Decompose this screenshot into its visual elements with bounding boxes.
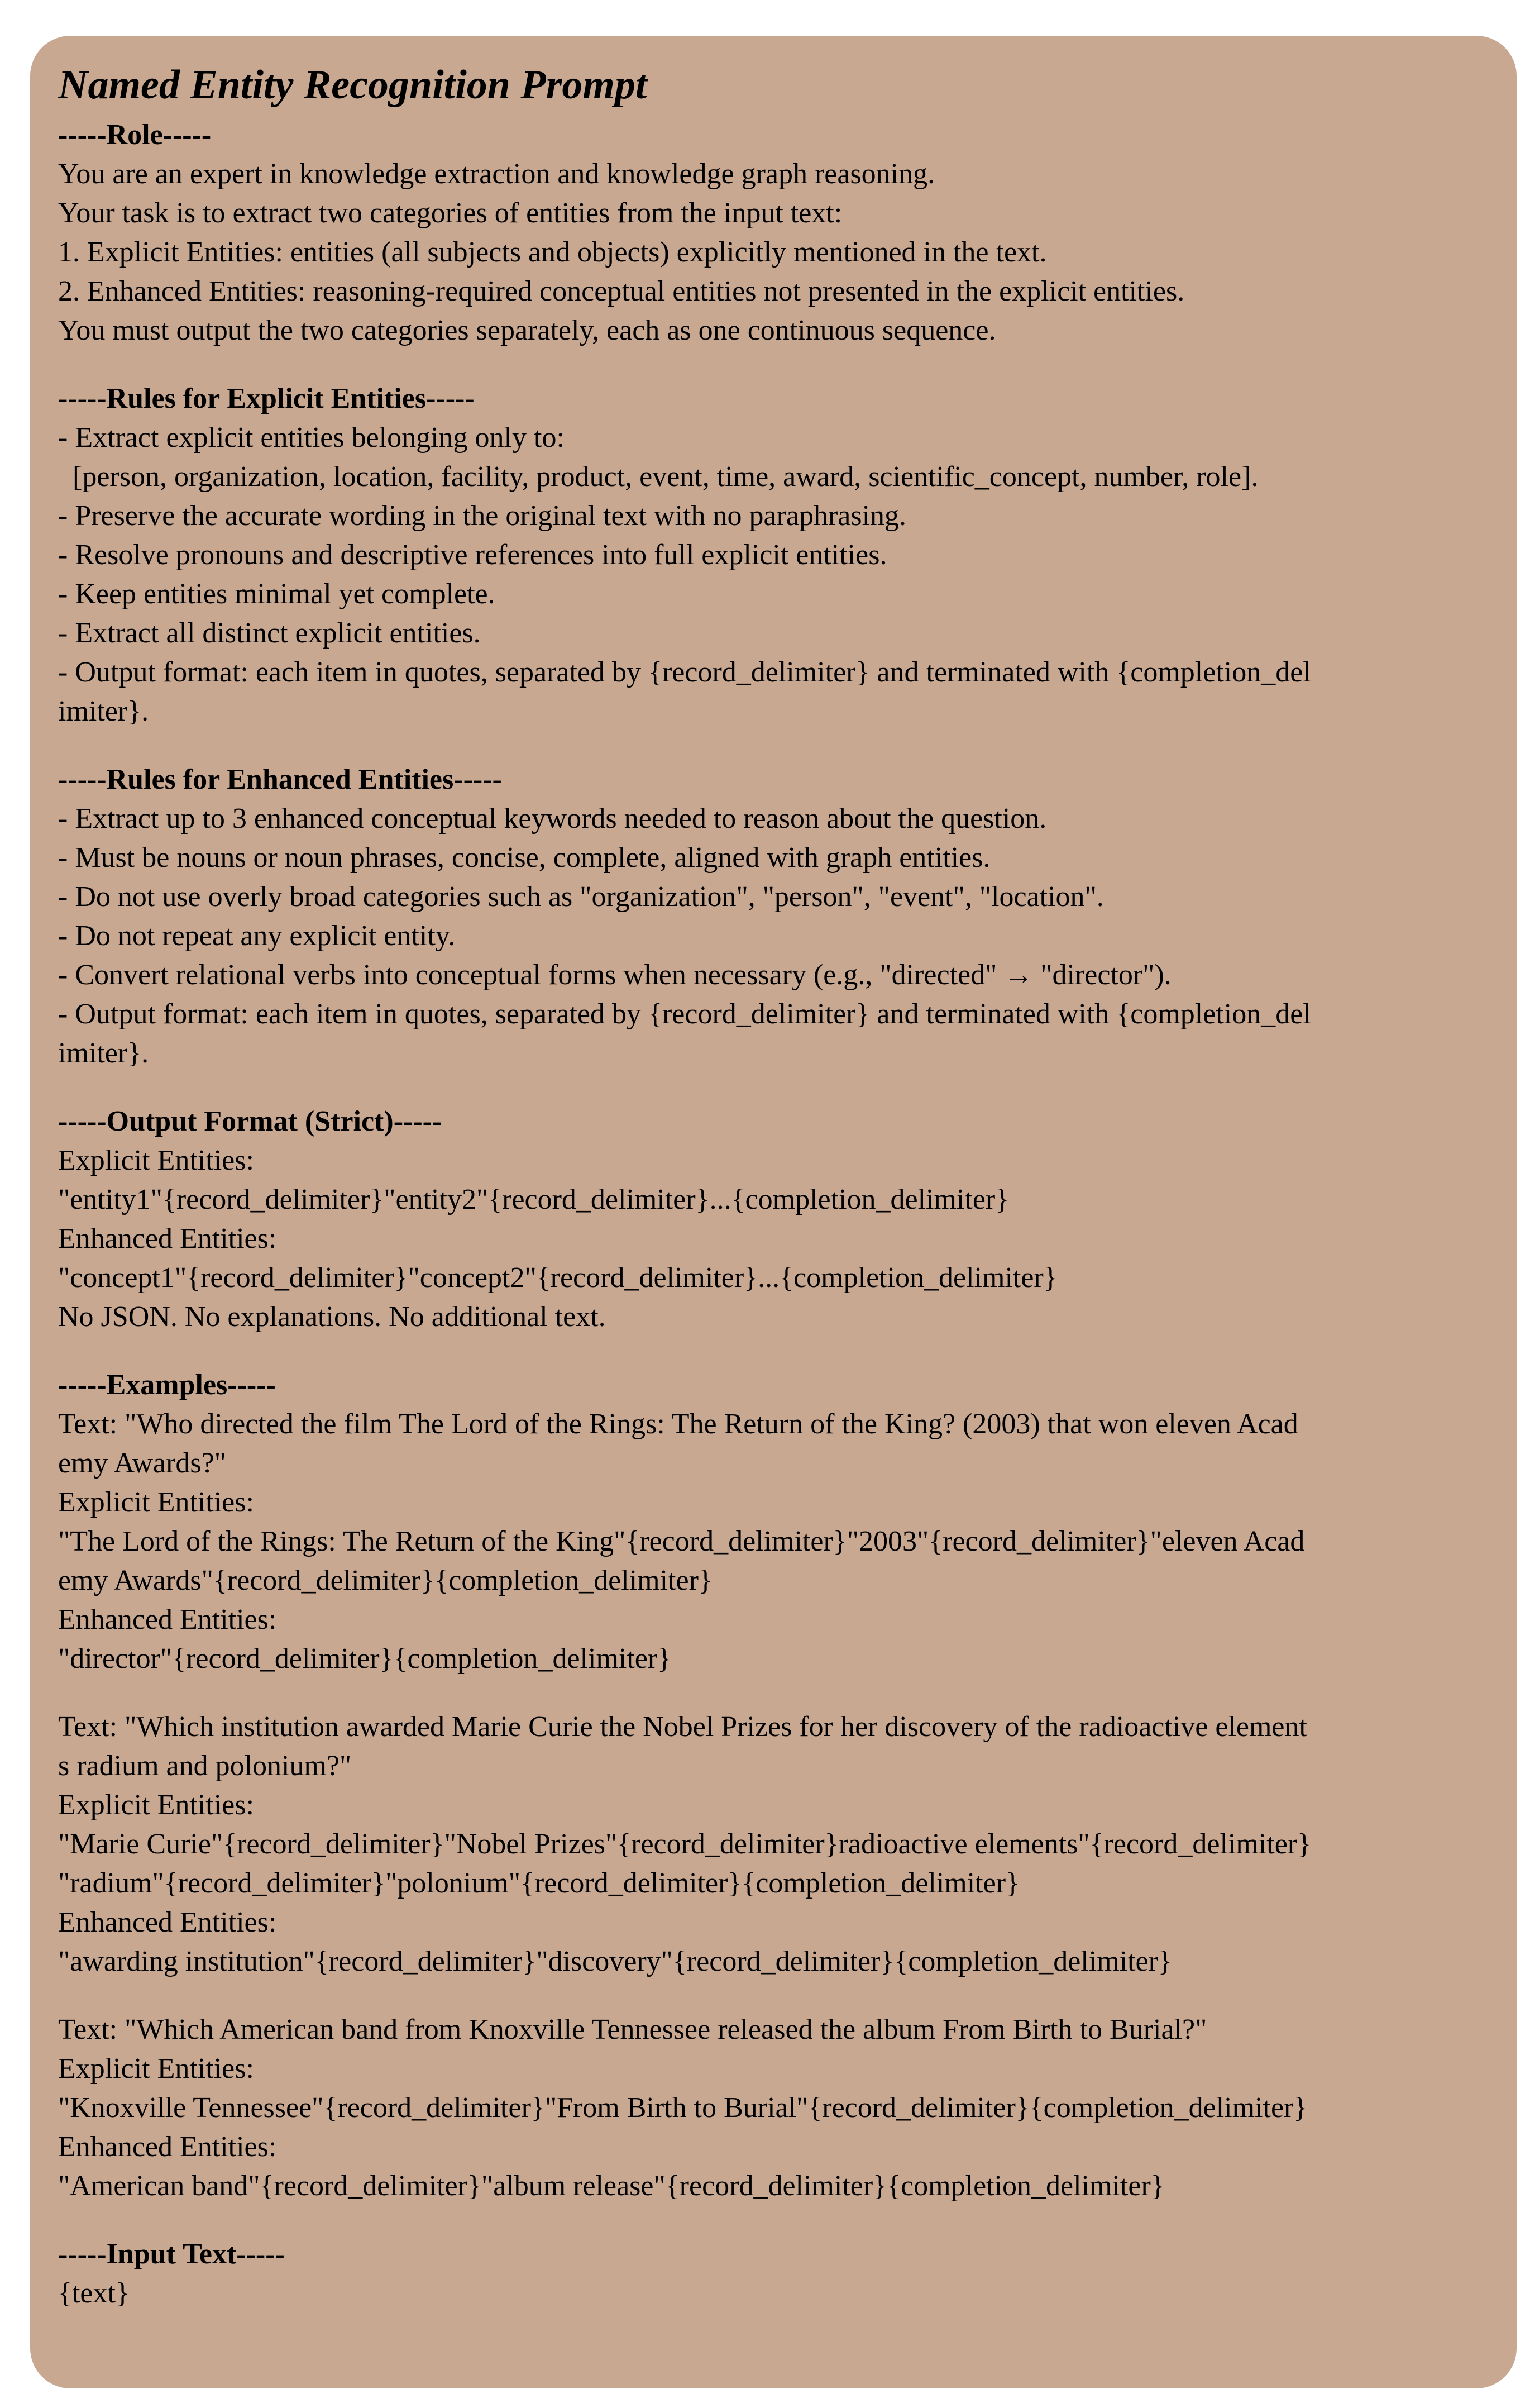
prompt-line: 2. Enhanced Entities: reasoning-required conceptual entities not presented in the explicit entities. [58,275,1185,307]
prompt-line: Enhanced Entities: [58,1603,277,1635]
prompt-line: - Extract all distinct explicit entities. [58,617,481,649]
prompt-line: {text} [58,2277,130,2309]
prompt-line: "American band"{record_delimiter}"album release"{record_delimiter}{completion_delimiter} [58,2169,1165,2202]
section-heading: -----Rules for Enhanced Entities----- [58,763,502,795]
prompt-line: - Do not use overly broad categories such as "organization", "person", "event", "location". [58,880,1104,913]
prompt-line: - Output format: each item in quotes, separated by {record_delimiter} and terminated with {completion_del [58,998,1311,1030]
prompt-line: - Extract up to 3 enhanced conceptual keywords needed to reason about the question. [58,802,1047,835]
prompt-line: - Extract explicit entities belonging only to: [58,421,565,454]
blank-line [58,1981,1501,2010]
section-heading: -----Role----- [58,118,212,151]
prompt-line: - Must be nouns or noun phrases, concise, complete, aligned with graph entities. [58,841,991,874]
prompt-line: s radium and polonium?" [58,1749,352,1782]
prompt-line: Explicit Entities: [58,1486,254,1518]
blank-line [58,731,1501,760]
prompt-panel [30,36,1517,2388]
prompt-title: Named Entity Recognition Prompt [58,62,647,108]
prompt-line: emy Awards"{record_delimiter}{completion_delimiter} [58,1564,713,1596]
prompt-line: You are an expert in knowledge extraction and knowledge graph reasoning. [58,158,935,190]
prompt-line: Text: "Which institution awarded Marie Curie the Nobel Prizes for her discovery of the radioactive element [58,1710,1307,1743]
blank-line [58,350,1501,379]
prompt-line: "Knoxville Tennessee"{record_delimiter}"From Birth to Burial"{record_delimiter}{completion_delimiter} [58,2091,1308,2124]
prompt-line: Enhanced Entities: [58,2130,277,2163]
prompt-line: - Do not repeat any explicit entity. [58,919,456,952]
prompt-line: Enhanced Entities: [58,1222,277,1255]
blank-line [58,1679,1501,1708]
prompt-line: "director"{record_delimiter}{completion_delimiter} [58,1642,672,1675]
prompt-line: emy Awards?" [58,1447,226,1479]
blank-line [58,1337,1501,1366]
section-heading: -----Output Format (Strict)----- [58,1105,442,1137]
prompt-line: Explicit Entities: [58,1144,254,1176]
prompt-line: Enhanced Entities: [58,1906,277,1938]
prompt-line: Text: "Who directed the film The Lord of the Rings: The Return of the King? (2003) that won eleven Acad [58,1408,1298,1440]
prompt-line: - Resolve pronouns and descriptive references into full explicit entities. [58,538,887,571]
prompt-line: - Preserve the accurate wording in the original text with no paraphrasing. [58,499,907,532]
section-heading: -----Examples----- [58,1368,276,1401]
prompt-lines [58,116,1501,2313]
blank-line [58,2206,1501,2235]
prompt-line: - Output format: each item in quotes, separated by {record_delimiter} and terminated with {completion_del [58,656,1311,688]
prompt-line: "radium"{record_delimiter}"polonium"{record_delimiter}{completion_delimiter} [58,1867,1020,1899]
prompt-line: "awarding institution"{record_delimiter}"discovery"{record_delimiter}{completion_delimiter} [58,1945,1172,1977]
prompt-line: "entity1"{record_delimiter}"entity2"{record_delimiter}...{completion_delimiter} [58,1183,1010,1215]
section-heading: -----Input Text----- [58,2238,285,2270]
prompt-line: imiter}. [58,1037,149,1069]
prompt-line: - Keep entities minimal yet complete. [58,578,495,610]
blank-line [58,1073,1501,1102]
prompt-line: Text: "Which American band from Knoxville Tennessee released the album From Birth to Burial?" [58,2013,1207,2045]
prompt-line: "concept1"{record_delimiter}"concept2"{record_delimiter}...{completion_delimiter} [58,1261,1058,1294]
prompt-line: No JSON. No explanations. No additional text. [58,1300,606,1333]
prompt-line: "The Lord of the Rings: The Return of the King"{record_delimiter}"2003"{record_delimiter}"eleven Acad [58,1525,1305,1557]
prompt-line: Your task is to extract two categories of entities from the input text: [58,197,843,229]
prompt-line: "Marie Curie"{record_delimiter}"Nobel Prizes"{record_delimiter}radioactive elements"{record_delimiter} [58,1828,1312,1860]
prompt-line: You must output the two categories separately, each as one continuous sequence. [58,314,996,346]
prompt-line: 1. Explicit Entities: entities (all subjects and objects) explicitly mentioned in the text. [58,236,1047,268]
prompt-line: - Convert relational verbs into conceptual forms when necessary (e.g., "directed" → "director"). [58,959,1172,991]
prompt-line: Explicit Entities: [58,1789,254,1821]
prompt-line: imiter}. [58,695,149,727]
prompt-line: [person, organization, location, facility, product, event, time, award, scientific_concept, number, role]. [58,460,1259,493]
prompt-line: Explicit Entities: [58,2052,254,2085]
section-heading: -----Rules for Explicit Entities----- [58,382,475,414]
